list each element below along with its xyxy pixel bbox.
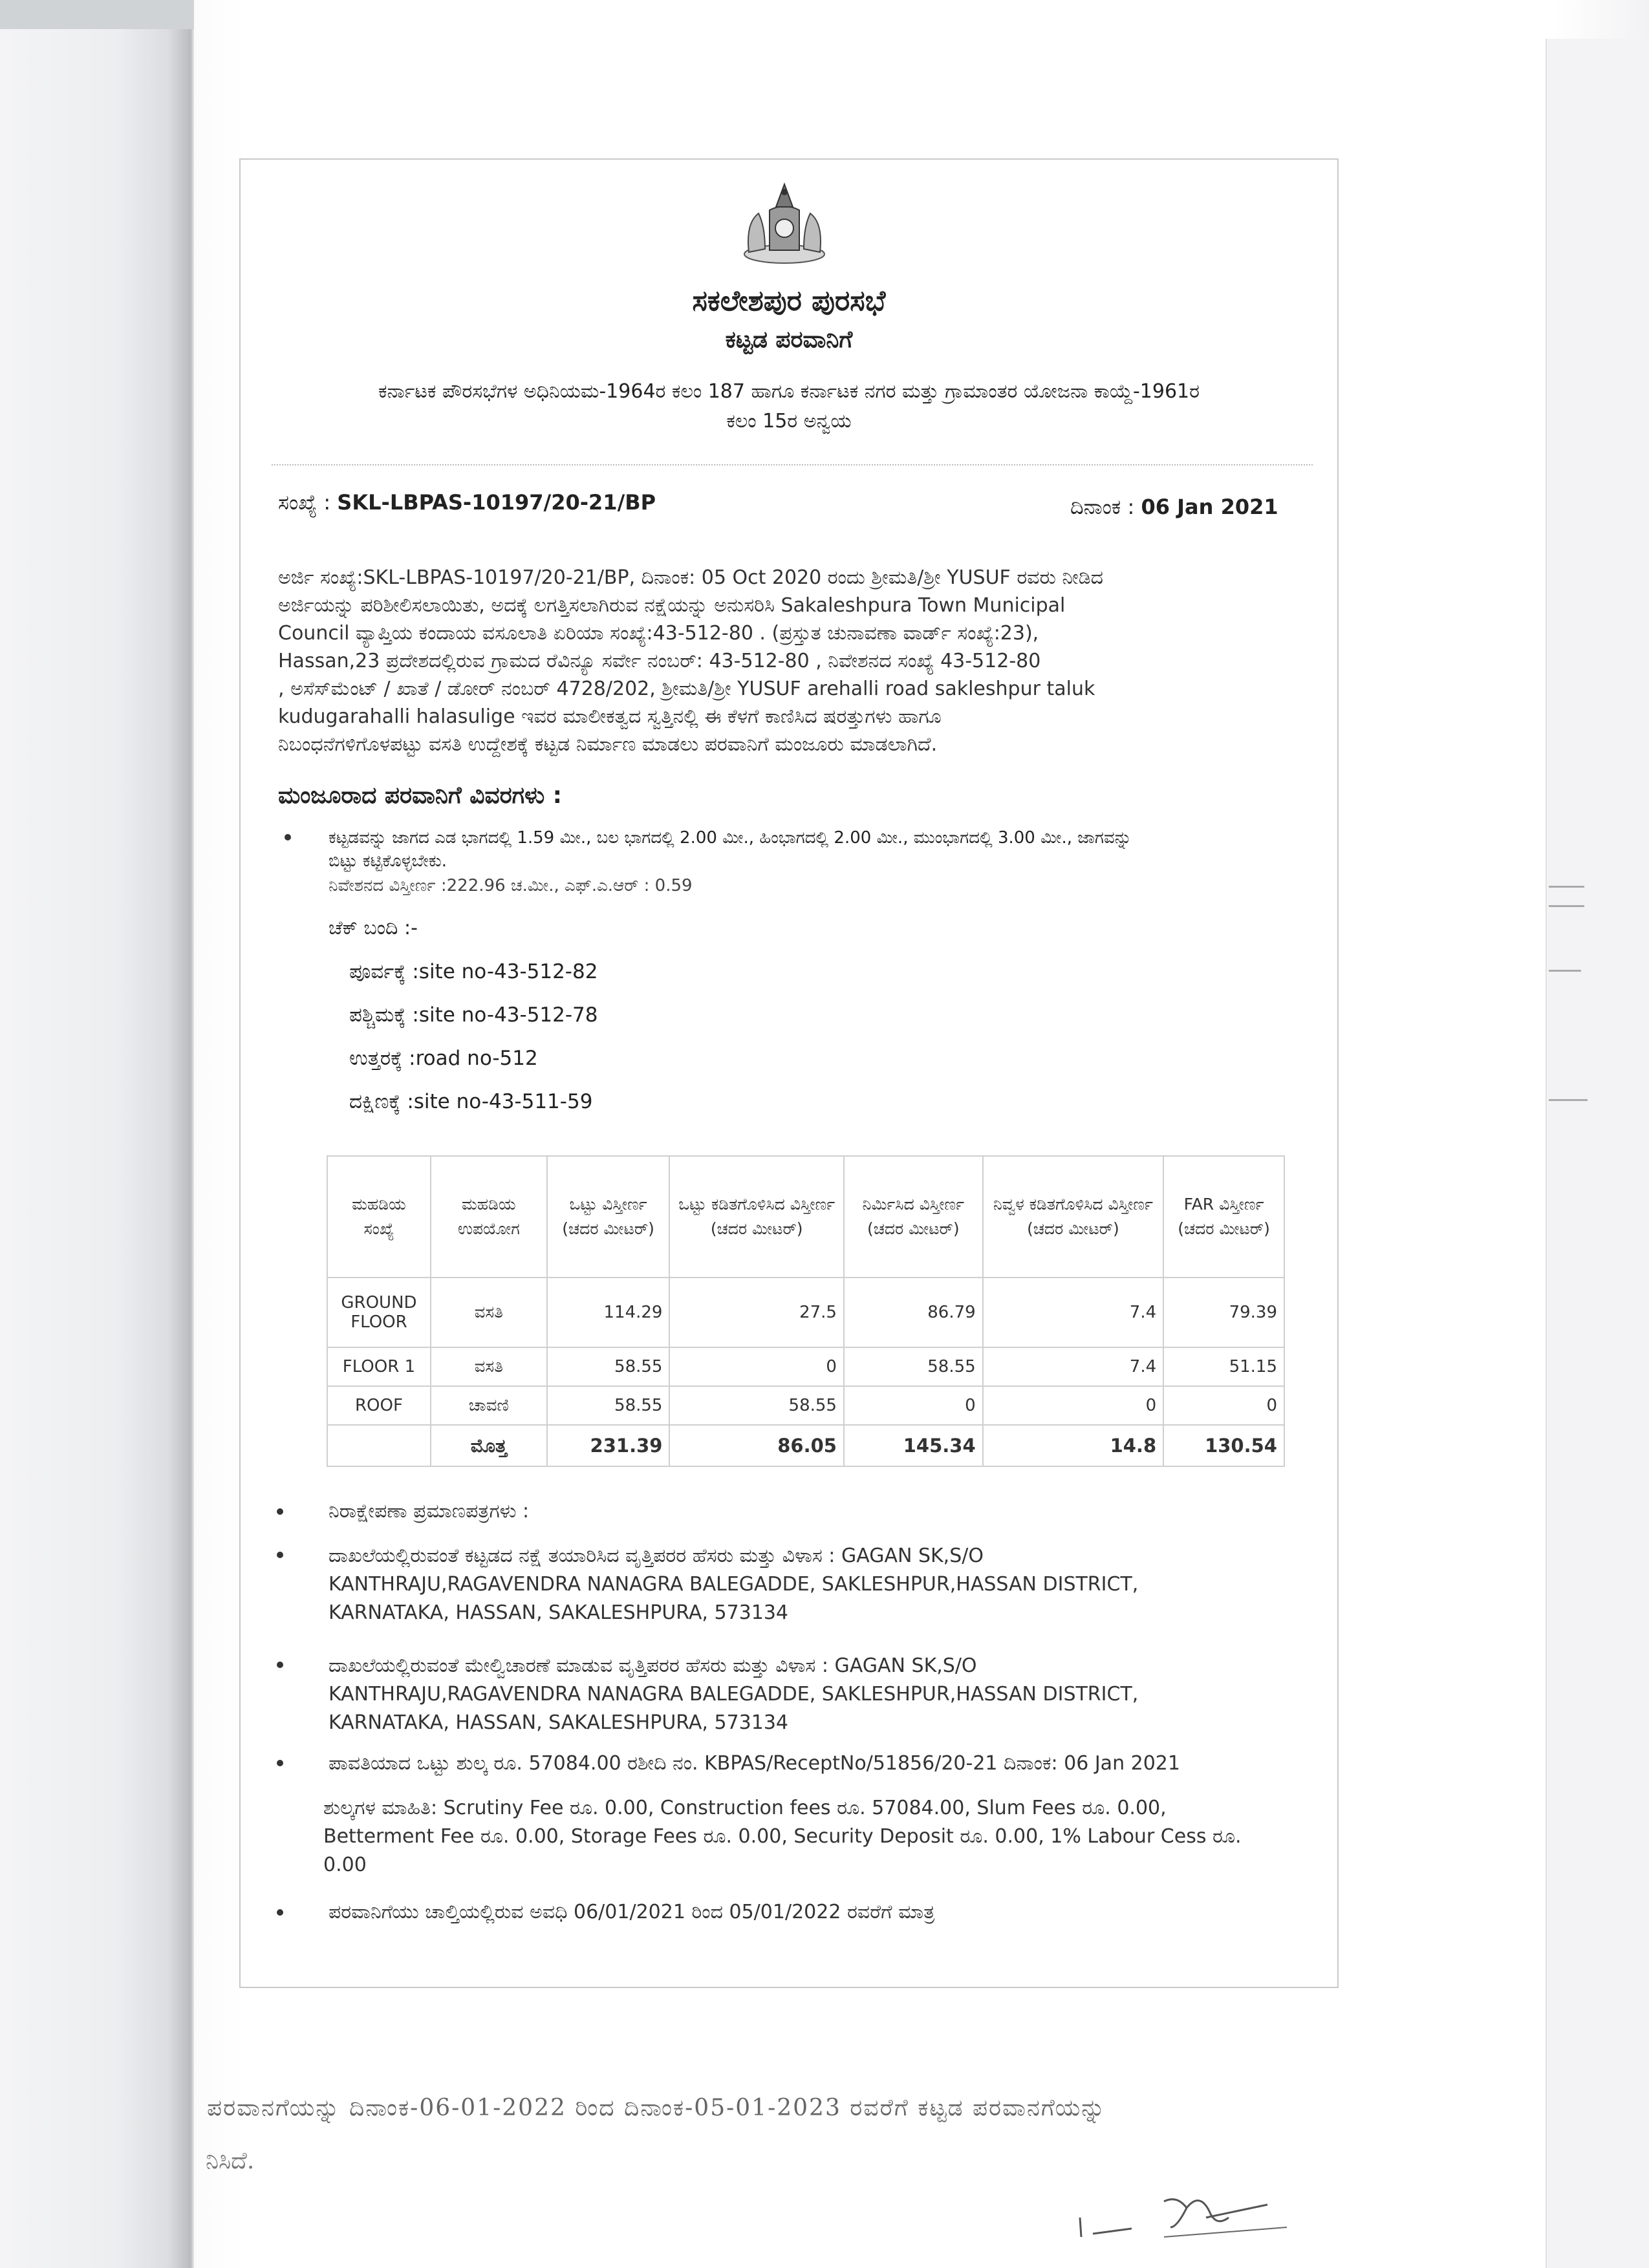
header-floor-use: ಮಹಡಿಯ ಉಪಯೋಗ <box>431 1156 547 1278</box>
boundary-side: ಪಶ್ಚಿಮಕ್ಕೆ <box>349 1003 406 1027</box>
cell-total-blank <box>327 1425 431 1466</box>
bullet <box>277 1760 283 1766</box>
validity-line: ಪರವಾನಿಗೆಯು ಚಾಲ್ತಿಯಲ್ಲಿರುವ ಅವಧಿ 06/01/2021 ರಿಂದ 05/01/2022 ರವರೆಗೆ ಮಾತ್ರ <box>329 1901 935 1923</box>
cell-total-net-deducted: 14.8 <box>983 1425 1163 1466</box>
header-net-deducted-area: ನಿವ್ವಳ ಕಡಿತಗೊಳಿಸಿದ ವಿಸ್ತೀರ್ಣ (ಚದರ ಮೀಟರ್) <box>983 1156 1163 1278</box>
date-value: 06 Jan 2021 <box>1141 495 1278 519</box>
header-total-deducted-area: ಒಟ್ಟು ಕಡಿತಗೊಳಿಸಿದ ವಿಸ್ತೀರ್ಣ (ಚದರ ಮೀಟರ್) <box>669 1156 844 1278</box>
spine-edge <box>0 0 194 29</box>
paragraph-line: , ಅಸೆಸ್‌ಮೆಂಟ್ / ಖಾತೆ / ಡೋರ್ ನಂಬರ್ 4728/202, ಶ್ರೀಮತಿ/ಶ್ರೀ YUSUF arehalli road sakleshpur taluk <box>278 678 1095 700</box>
cell-floor: FLOOR 1 <box>327 1347 431 1386</box>
cell-total-deducted: 86.05 <box>669 1425 844 1466</box>
supervisor-details <box>329 1652 1311 1737</box>
architect-line: KARNATAKA, HASSAN, SAKALESHPURA, 573134 <box>329 1601 789 1624</box>
cell-floor: GROUND FLOOR <box>327 1278 431 1347</box>
cell-use: ವಸತಿ <box>431 1278 547 1347</box>
supervisor-line: ದಾಖಲೆಯಲ್ಲಿರುವಂತೆ ಮೇಲ್ವಿಚಾರಣೆ ಮಾಡುವ ವೃತ್ತಿಪರರ ಹೆಸರು ಮತ್ತು ವಿಳಾಸ : GAGAN SK,S/O <box>329 1654 977 1677</box>
signature <box>1073 2182 1306 2253</box>
architect-line: KANTHRAJU,RAGAVENDRA NANAGRA BALEGADDE, SAKLESHPUR,HASSAN DISTRICT, <box>329 1573 1139 1596</box>
boundary-side: ಉತ್ತರಕ್ಕೆ <box>349 1047 403 1070</box>
cell-built-area: 86.79 <box>844 1278 983 1347</box>
underlying-sheet <box>1546 39 1649 2268</box>
fee-line: ಶುಲ್ಕಗಳ ಮಾಹಿತಿ: Scrutiny Fee ರೂ. 0.00, Construction fees ರೂ. 57084.00, Slum Fees ರೂ. 0.00, <box>323 1797 1167 1819</box>
act-reference <box>272 377 1306 436</box>
state-emblem-icon <box>736 178 833 275</box>
header-separator <box>272 464 1313 465</box>
payment-line: ಪಾವತಿಯಾದ ಒಟ್ಟು ಶುಲ್ಕ ರೂ. 57084.00 ರಶೀದಿ ನಂ. KBPAS/ReceptNo/51856/20-21 ದಿನಾಂಕ: 06 Jan 2021 <box>329 1752 1180 1775</box>
sheet-mark <box>1549 886 1584 888</box>
fee-details <box>323 1794 1293 1879</box>
paragraph-line: ಅರ್ಜಿ ಸಂಖ್ಯೆ:SKL-LBPAS-10197/20-21/BP, ದಿನಾಂಕ: 05 Oct 2020 ರಂದು ಶ್ರೀಮತಿ/ಶ್ರೀ YUSUF ರವರು ನೀಡಿದ <box>278 566 1103 589</box>
bullet <box>277 1552 283 1558</box>
book-spine <box>0 0 194 2268</box>
paragraph-line: ನಿಬಂಧನೆಗಳಿಗೊಳಪಟ್ಟು ವಸತಿ ಉದ್ದೇಶಕ್ಕೆ ಕಟ್ಟಡ ನಿರ್ಮಾಣ ಮಾಡಲು ಪರವಾನಿಗೆ ಮಂಜೂರು ಮಾಡಲಾಗಿದೆ. <box>278 733 938 756</box>
paragraph-line: Council ವ್ಯಾಪ್ತಿಯ ಕಂದಾಯ ವಸೂಲಾತಿ ಏರಿಯಾ ಸಂಖ್ಯೆ:43-512-80 . (ಪ್ರಸ್ತುತ ಚುನಾವಣಾ ವಾರ್ಡ್ ಸಂಖ್ಯೆ:23), <box>278 622 1039 645</box>
sheet-mark <box>1549 905 1584 907</box>
supervisor-line: KANTHRAJU,RAGAVENDRA NANAGRA BALEGADDE, SAKLESHPUR,HASSAN DISTRICT, <box>329 1683 1139 1706</box>
header-far-area: FAR ವಿಸ್ತೀರ್ಣ (ಚದರ ಮೀಟರ್) <box>1163 1156 1284 1278</box>
cell-total-far: 130.54 <box>1163 1425 1284 1466</box>
cell-total-built: 145.34 <box>844 1425 983 1466</box>
bullet <box>277 1662 283 1668</box>
table-row <box>327 1386 1284 1425</box>
cell-net-deducted: 7.4 <box>983 1278 1163 1347</box>
cell-total-area: 114.29 <box>547 1278 670 1347</box>
cell-total-area: 58.55 <box>547 1386 670 1425</box>
floor-area-table <box>327 1155 1285 1467</box>
paragraph-line: kudugarahalli halasulige ಇವರ ಮಾಲೀಕತ್ವದ ಸ್ವತ್ತಿನಲ್ಲಿ ಈ ಕೆಳಗೆ ಕಾಣಿಸಿದ ಷರತ್ತುಗಳು ಹಾಗೂ <box>278 705 942 728</box>
fee-line: Betterment Fee ರೂ. 0.00, Storage Fees ರೂ. 0.00, Security Deposit ರೂ. 0.00, 1% Labour Cess ರೂ. <box>323 1825 1242 1848</box>
cell-deducted-area: 58.55 <box>669 1386 844 1425</box>
bullet <box>285 834 291 840</box>
table-row <box>327 1278 1284 1347</box>
cell-deducted-area: 0 <box>669 1347 844 1386</box>
cell-net-deducted: 0 <box>983 1386 1163 1425</box>
cell-net-deducted: 7.4 <box>983 1347 1163 1386</box>
boundary-side: ದಕ್ಷಿಣಕ್ಕೆ <box>349 1090 401 1113</box>
boundaries-label: ಚೆಕ್ ಬಂದಿ :- <box>329 917 418 939</box>
reference-number <box>278 490 656 515</box>
cell-built-area: 0 <box>844 1386 983 1425</box>
date-label: ದಿನಾಂಕ : <box>1070 495 1135 519</box>
reference-value: SKL-LBPAS-10197/20-21/BP <box>337 490 656 515</box>
cell-far-area: 51.15 <box>1163 1347 1284 1386</box>
sheet-mark <box>1549 970 1581 972</box>
cell-floor: ROOF <box>327 1386 431 1425</box>
handwritten-extension-note: ಪರವಾನಗೆಯನ್ನು ದಿನಾಂಕ-06-01-2022 ರಿಂದ ದಿನಾಂಕ-05-01-2023 ರವರೆಗೆ ಕಟ್ಟಡ ಪರವಾನಗೆಯನ್ನು <box>207 2095 1106 2121</box>
boundary-side: ಪೂರ್ವಕ್ಕೆ <box>349 960 406 983</box>
table-header-row <box>327 1156 1284 1278</box>
boundary-value: :road no-512 <box>409 1047 538 1070</box>
issue-date <box>1070 495 1278 520</box>
sheet-mark <box>1549 1099 1588 1101</box>
act-reference-line-2: ಕಲಂ 15ರ ಅನ್ವಯ <box>726 410 852 433</box>
handwritten-extension-note-end: ನಿಸಿದೆ. <box>206 2148 255 2174</box>
noc-line: ನಿರಾಕ್ಷೇಪಣಾ ಪ್ರಮಾಣಪತ್ರಗಳು : <box>329 1500 530 1523</box>
architect-details <box>329 1542 1311 1627</box>
reference-label: ಸಂಖ್ಯೆ : <box>278 490 331 515</box>
header-floor-number: ಮಹಡಿಯ ಸಂಖ್ಯೆ <box>327 1156 431 1278</box>
cell-use: ವಸತಿ <box>431 1347 547 1386</box>
site-area-line: ನಿವೇಶನದ ವಿಸ್ತೀರ್ಣ :222.96 ಚ.ಮೀ., ಎಫ್.ಎ.ಆರ್ : 0.59 <box>329 876 693 895</box>
act-reference-line-1: ಕರ್ನಾಟಕ ಪೌರಸಭೆಗಳ ಅಧಿನಿಯಮ-1964ರ ಕಲಂ 187 ಹಾಗೂ ಕರ್ನಾಟಕ ನಗರ ಮತ್ತು ಗ್ರಾಮಾಂತರ ಯೋಜನಾ ಕಾಯ್ದೆ-1961ರ <box>378 380 1200 403</box>
document-title: ಕಟ್ಟಡ ಪರವಾನಿಗೆ <box>725 326 853 353</box>
setback-conditions <box>329 826 1299 873</box>
header-built-area: ನಿರ್ಮಿಸಿದ ವಿಸ್ತೀರ್ಣ (ಚದರ ಮೀಟರ್) <box>844 1156 983 1278</box>
setback-line-1: ಕಟ್ಟಡವನ್ನು ಜಾಗದ ಎಡ ಭಾಗದಲ್ಲಿ 1.59 ಮೀ., ಬಲ ಭಾಗದಲ್ಲಿ 2.00 ಮೀ., ಹಿಂಭಾಗದಲ್ಲಿ 2.00 ಮೀ., ಮುಂಭಾಗದಲ್ಲಿ 3.00 ಮೀ., ಜಾಗವನ್ನು <box>329 828 1132 848</box>
boundary-south <box>349 1090 592 1114</box>
boundary-north <box>349 1047 538 1071</box>
fee-line: 0.00 <box>323 1854 367 1876</box>
paragraph-line: ಅರ್ಜಿಯನ್ನು ಪರಿಶೀಲಿಸಲಾಯಿತು, ಅದಕ್ಕೆ ಲಗತ್ತಿಸಲಾಗಿರುವ ನಕ್ಷೆಯನ್ನು ಅನುಸರಿಸಿ Sakaleshpura Town Municipal <box>278 594 1066 617</box>
table-total-row <box>327 1425 1284 1466</box>
cell-total-area: 231.39 <box>547 1425 670 1466</box>
paragraph-line: Hassan,23 ಪ್ರದೇಶದಲ್ಲಿರುವ ಗ್ರಾಮದ ರೆವಿನ್ಯೂ ಸರ್ವೇ ನಂಬರ್: 43-512-80 , ನಿವೇಶನದ ಸಂಖ್ಯೆ 43-512-80 <box>278 650 1041 672</box>
cell-total-label: ಮೊತ್ತ <box>431 1425 547 1466</box>
boundary-value: :site no-43-511-59 <box>407 1090 593 1113</box>
header-total-area: ಒಟ್ಟು ವಿಸ್ತೀರ್ಣ (ಚದರ ಮೀಟರ್) <box>547 1156 670 1278</box>
bullet <box>277 1909 283 1916</box>
boundary-west <box>349 1003 598 1027</box>
cell-use: ಚಾವಣಿ <box>431 1386 547 1425</box>
permit-body-paragraph <box>278 564 1300 758</box>
table-row <box>327 1347 1284 1386</box>
supervisor-line: KARNATAKA, HASSAN, SAKALESHPURA, 573134 <box>329 1711 789 1734</box>
setback-line-2: ಬಿಟ್ಟು ಕಟ್ಟಿಕೊಳ್ಳಬೇಕು. <box>329 851 447 871</box>
cell-far-area: 0 <box>1163 1386 1284 1425</box>
architect-line: ದಾಖಲೆಯಲ್ಲಿರುವಂತೆ ಕಟ್ಟಡದ ನಕ್ಷೆ ತಯಾರಿಸಿದ ವೃತ್ತಿಪರರ ಹೆಸರು ಮತ್ತು ವಿಳಾಸ : GAGAN SK,S/O <box>329 1545 984 1567</box>
boundary-value: :site no-43-512-82 <box>412 960 598 983</box>
bullet <box>277 1508 283 1515</box>
cell-built-area: 58.55 <box>844 1347 983 1386</box>
cell-deducted-area: 27.5 <box>669 1278 844 1347</box>
office-name: ಸಕಲೇಶಪುರ ಪುರಸಭೆ <box>692 284 886 317</box>
boundary-east <box>349 960 598 984</box>
cell-total-area: 58.55 <box>547 1347 670 1386</box>
cell-far-area: 79.39 <box>1163 1278 1284 1347</box>
boundary-value: :site no-43-512-78 <box>412 1003 598 1027</box>
approved-details-heading: ಮಂಜೂರಾದ ಪರವಾನಿಗೆ ವಿವರಗಳು : <box>278 782 563 809</box>
